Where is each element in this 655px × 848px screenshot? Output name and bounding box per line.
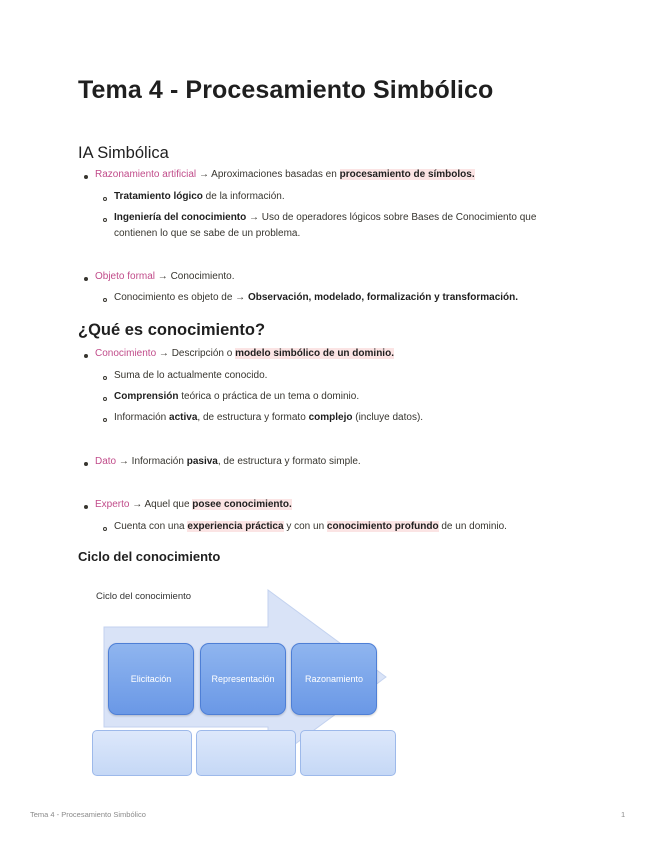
- term-label: Experto: [95, 499, 130, 510]
- item-text: de un dominio.: [438, 521, 507, 532]
- list-item: [114, 389, 574, 405]
- bullet-dot: [84, 354, 88, 358]
- bullet-ring: [103, 218, 107, 222]
- item-text: → Conocimiento.: [155, 271, 235, 282]
- highlight-text: procesamiento de símbolos.: [339, 169, 475, 180]
- item-text: Información: [114, 412, 170, 423]
- term-label: Objeto formal: [95, 271, 156, 282]
- section-heading-ia-simbolica: IA Simbólica: [78, 144, 169, 162]
- note-box: [300, 730, 396, 776]
- diagram-title: Ciclo del conocimiento: [96, 591, 192, 602]
- list-item: [114, 210, 574, 242]
- item-text: de la información.: [202, 191, 285, 202]
- item-text: Suma de lo actualmente conocido.: [114, 370, 268, 381]
- stage-elicitacion: [108, 643, 194, 715]
- page-number: 1: [621, 810, 626, 819]
- footer-title: Tema 4 - Procesamiento Simbólico: [30, 810, 146, 819]
- list-item: [114, 189, 574, 205]
- list-item: [114, 368, 574, 384]
- term-label: Dato: [95, 456, 117, 467]
- item-text: teórica o práctica de un tema o dominio.: [178, 391, 360, 402]
- term-label: Conocimiento: [95, 348, 157, 359]
- bullet-dot: [84, 462, 88, 466]
- bold-text: Comprensión: [114, 391, 179, 402]
- stage-razonamiento: [291, 643, 377, 715]
- item-text: → Aproximaciones basadas en: [196, 169, 340, 180]
- bullet-ring: [103, 418, 107, 422]
- list-item: [95, 497, 565, 513]
- bullet-ring: [103, 376, 107, 380]
- list-item: [95, 346, 565, 362]
- note-box: [92, 730, 192, 776]
- page-title: Tema 4 - Procesamiento Simbólico: [78, 76, 494, 104]
- item-text: → Uso de operadores lógicos sobre Bases de Conocimiento que contienen lo que se sabe de un problema.: [114, 212, 537, 239]
- note-box: [196, 730, 296, 776]
- bold-text: Tratamiento lógico: [114, 191, 203, 202]
- list-item: [114, 410, 574, 426]
- bullet-ring: [103, 197, 107, 201]
- bold-text: activa: [169, 412, 198, 423]
- section-heading-ciclo: Ciclo del conocimiento: [78, 549, 221, 564]
- bullet-dot: [84, 505, 88, 509]
- item-text: (incluye datos).: [352, 412, 424, 423]
- stage-label: Representación: [211, 674, 275, 684]
- list-item: [95, 454, 565, 470]
- item-text: → Información: [116, 456, 187, 467]
- item-text: → Descripción o: [156, 348, 236, 359]
- bold-text: complejo: [308, 412, 353, 423]
- section-heading-que-es-conocimiento: ¿Qué es conocimiento?: [78, 321, 266, 339]
- highlight-text: modelo simbólico de un dominio.: [235, 348, 394, 359]
- item-text: Cuenta con una: [114, 521, 188, 532]
- list-item: [95, 269, 565, 285]
- bold-text: Observación, modelado, formalización y transformación.: [247, 292, 519, 303]
- list-item: [95, 167, 565, 183]
- item-text: , de estructura y formato: [197, 412, 309, 423]
- term-label: Razonamiento artificial: [95, 169, 197, 180]
- item-text: → Aquel que: [129, 499, 193, 510]
- bullet-dot: [84, 175, 88, 179]
- highlight-text: conocimiento profundo: [326, 521, 439, 532]
- stage-label: Razonamiento: [304, 674, 364, 684]
- bullet-ring: [103, 527, 107, 531]
- bullet-dot: [84, 277, 88, 281]
- bold-text: pasiva: [186, 456, 218, 467]
- list-item: [114, 290, 574, 306]
- bullet-ring: [103, 298, 107, 302]
- stage-representacion: [200, 643, 286, 715]
- knowledge-cycle-diagram: [86, 585, 406, 785]
- stage-label: Elicitación: [130, 674, 172, 684]
- item-text: , de estructura y formato simple.: [217, 456, 361, 467]
- bold-text: Ingeniería del conocimiento: [114, 212, 247, 223]
- highlight-text: experiencia práctica: [187, 521, 284, 532]
- bullet-ring: [103, 397, 107, 401]
- highlight-text: posee conocimiento.: [192, 499, 292, 510]
- item-text: y con un: [283, 521, 327, 532]
- list-item: [114, 519, 574, 535]
- item-text: Conocimiento es objeto de →: [114, 292, 248, 303]
